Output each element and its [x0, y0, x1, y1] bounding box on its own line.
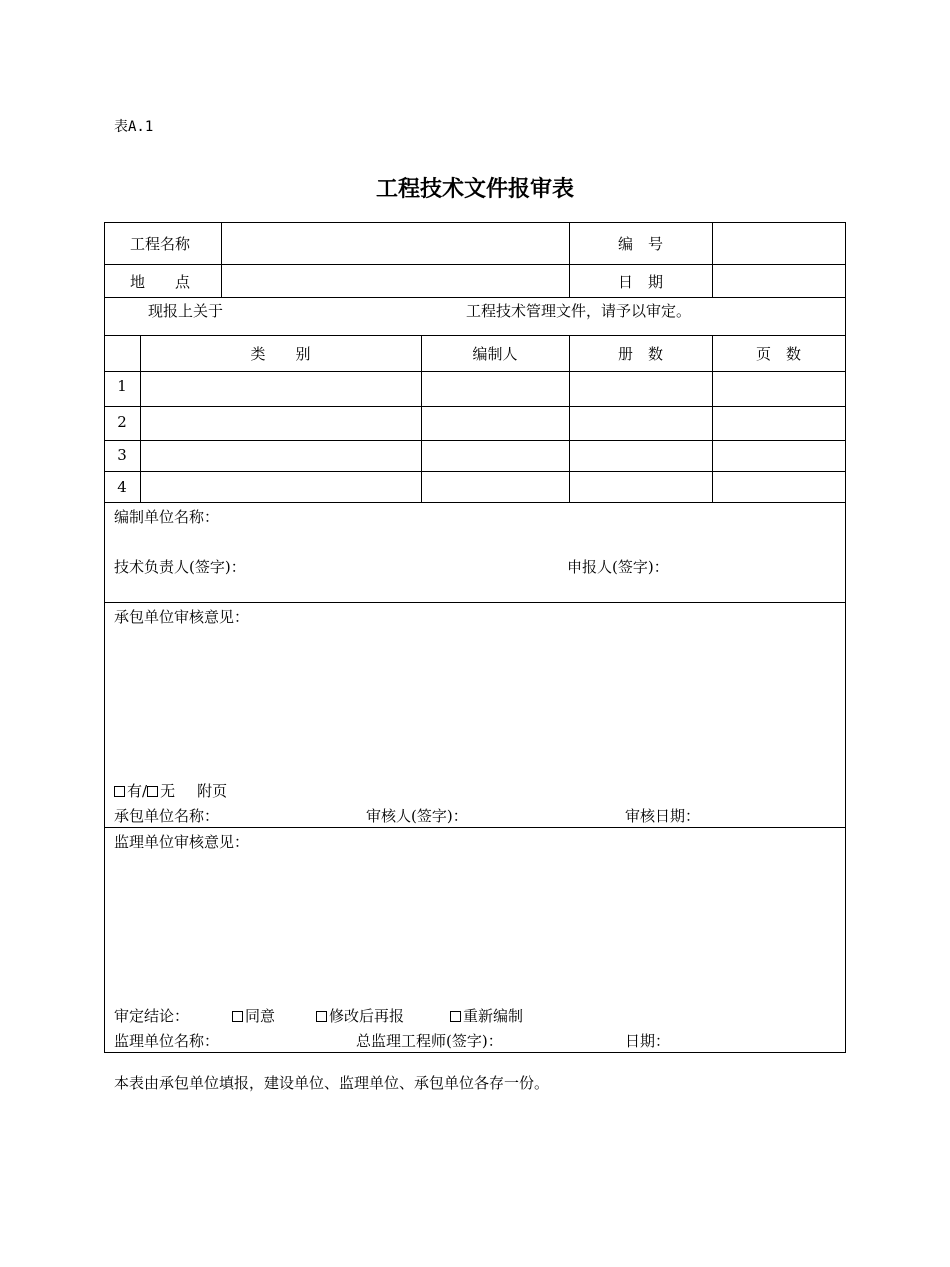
grid-line	[104, 1052, 846, 1053]
grid-line	[104, 264, 846, 265]
supervisor-date-label: 日期：	[625, 1032, 671, 1050]
number-label: 编 号	[617, 235, 663, 253]
tech-lead-signature-label: 技术负责人(签字)：	[114, 558, 246, 576]
grid-line	[104, 502, 846, 503]
contractor-unit-label: 承包单位名称：	[114, 807, 220, 825]
conclusion-label: 审定结论：	[114, 1007, 190, 1025]
column-header-volumes: 册 数	[617, 345, 663, 363]
grid-line	[104, 222, 105, 1053]
column-header-compiler: 编制人	[472, 345, 518, 363]
grid-line	[104, 471, 846, 472]
option-agree[interactable]	[232, 1007, 275, 1025]
checkbox-agree[interactable]	[232, 1011, 243, 1022]
grid-line	[104, 440, 846, 441]
checkbox-none[interactable]	[147, 786, 158, 797]
chief-engineer-signature-label: 总监理工程师(签字)：	[356, 1032, 503, 1050]
checkbox-recompile[interactable]	[450, 1011, 461, 1022]
reviewer-signature-label: 审核人(签字)：	[366, 807, 468, 825]
row-number: 2	[117, 413, 127, 431]
row-number: 3	[117, 446, 127, 464]
row-number: 4	[117, 478, 127, 496]
column-header-pages: 页 数	[755, 345, 801, 363]
recompile-label: 重新编制	[463, 1007, 524, 1025]
footnote: 本表由承包单位填报，建设单位、监理单位、承包单位各存一份。	[114, 1074, 550, 1092]
prepared-unit-label: 编制单位名称：	[114, 508, 220, 526]
page-title: 工程技术文件报审表	[375, 177, 574, 202]
grid-line	[104, 602, 846, 603]
grid-line	[845, 222, 846, 1053]
contractor-opinion-label: 承包单位审核意见：	[114, 608, 250, 626]
grid-line	[221, 222, 222, 297]
form-id: 表A.1	[114, 119, 154, 135]
project-name-label: 工程名称	[130, 235, 191, 253]
grid-line	[104, 222, 846, 223]
attach-label: 附页	[197, 782, 228, 800]
column-header-category: 类 别	[250, 345, 311, 363]
date-label: 日 期	[617, 273, 663, 291]
review-date-label: 审核日期：	[625, 807, 701, 825]
resubmit-label: 修改后再报	[329, 1007, 405, 1025]
checkbox-has[interactable]	[114, 786, 125, 797]
row-number: 1	[117, 377, 127, 395]
location-label: 地 点	[130, 273, 191, 291]
option-resubmit[interactable]	[316, 1007, 404, 1025]
grid-line	[104, 335, 846, 336]
none-label: 无	[160, 782, 176, 800]
grid-line	[104, 827, 846, 828]
grid-line	[104, 406, 846, 407]
attachment-choice	[114, 782, 227, 800]
grid-line	[712, 222, 713, 297]
agree-label: 同意	[245, 1007, 276, 1025]
grid-line	[104, 371, 846, 372]
has-label: 有/	[127, 782, 148, 800]
applicant-signature-label: 申报人(签字)：	[567, 558, 669, 576]
option-recompile[interactable]	[450, 1007, 523, 1025]
supervisor-opinion-label: 监理单位审核意见：	[114, 833, 250, 851]
grid-line	[104, 297, 846, 298]
checkbox-resubmit[interactable]	[316, 1011, 327, 1022]
submission-suffix: 工程技术管理文件，请予以审定。	[466, 302, 692, 320]
submission-prefix: 现报上关于	[148, 302, 224, 320]
supervisor-unit-label: 监理单位名称：	[114, 1032, 220, 1050]
